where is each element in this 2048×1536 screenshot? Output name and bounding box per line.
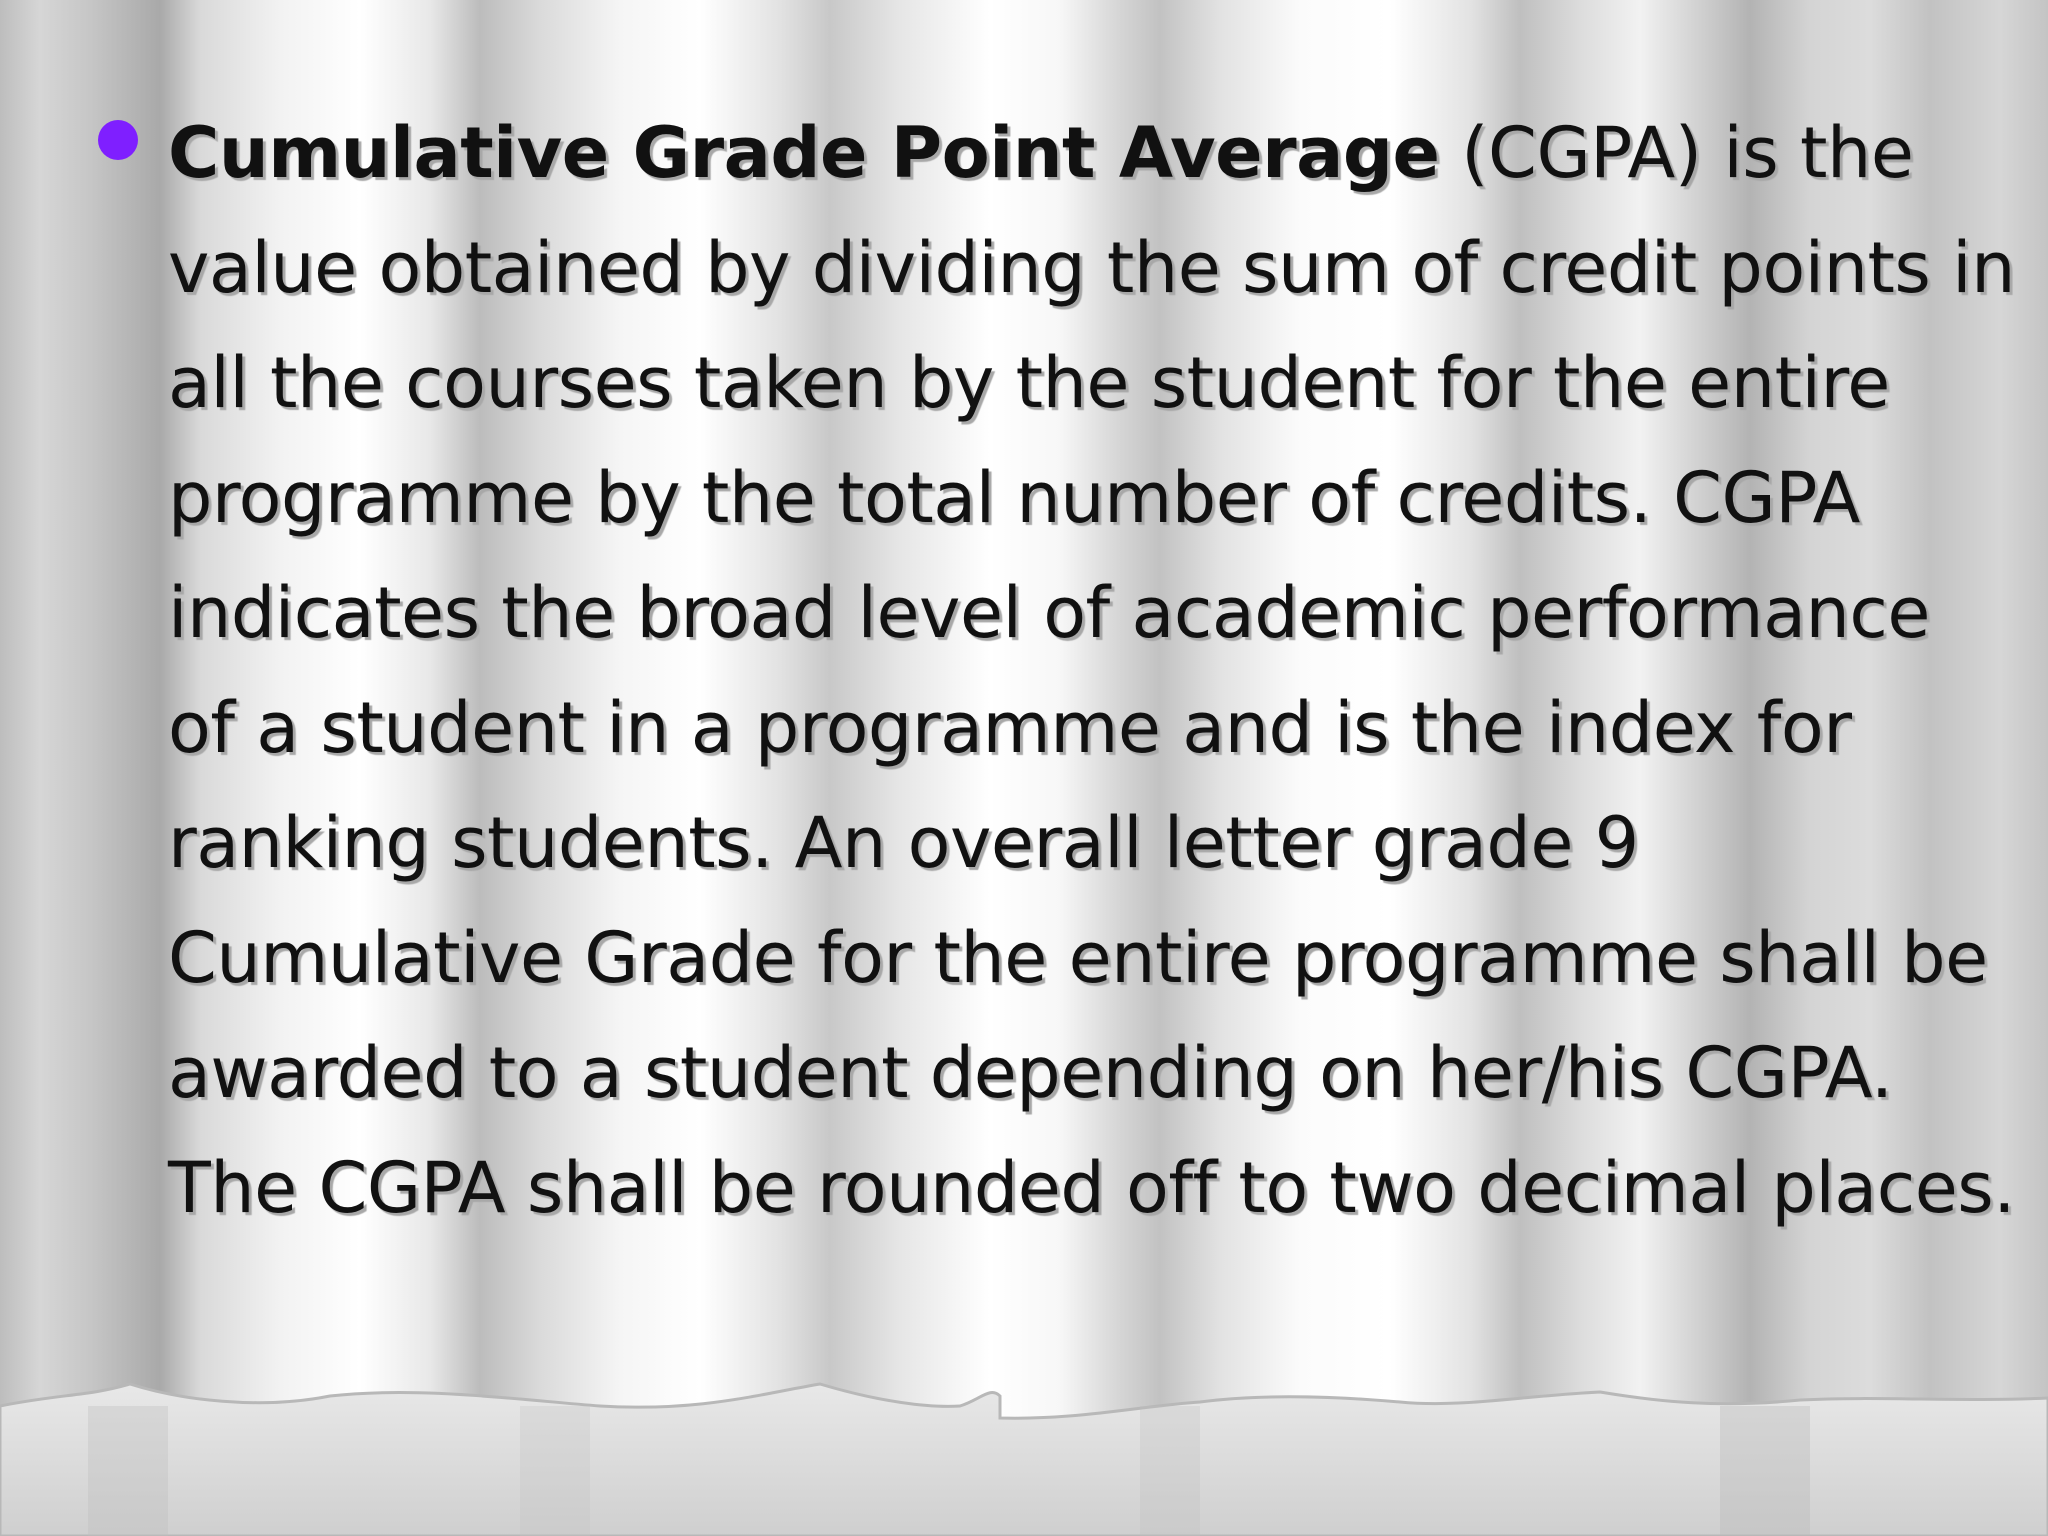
- bullet-body-text: (CGPA) is the value obtained by dividing the sum of credit points in all the courses taken by the student for the entire programme by the total number of credits. CGPA indicates the broad level of academic performance of a student in a programme and is the index for ranking students. An overall letter grade 9 Cumulative Grade for the entire programme shall be awarded to a student depending on her/his CGPA. The CGPA shall be rounded off to two decimal places.: [168, 112, 2015, 1229]
- bullet-dot-icon: [98, 120, 138, 160]
- bullet-term: Cumulative Grade Point Average: [168, 112, 1440, 194]
- bullet-item: [88, 96, 2018, 1246]
- curtain-hem-decoration: [0, 1366, 2048, 1536]
- bullet-paragraph: [168, 96, 2018, 1246]
- slide-content: [88, 112, 2018, 1246]
